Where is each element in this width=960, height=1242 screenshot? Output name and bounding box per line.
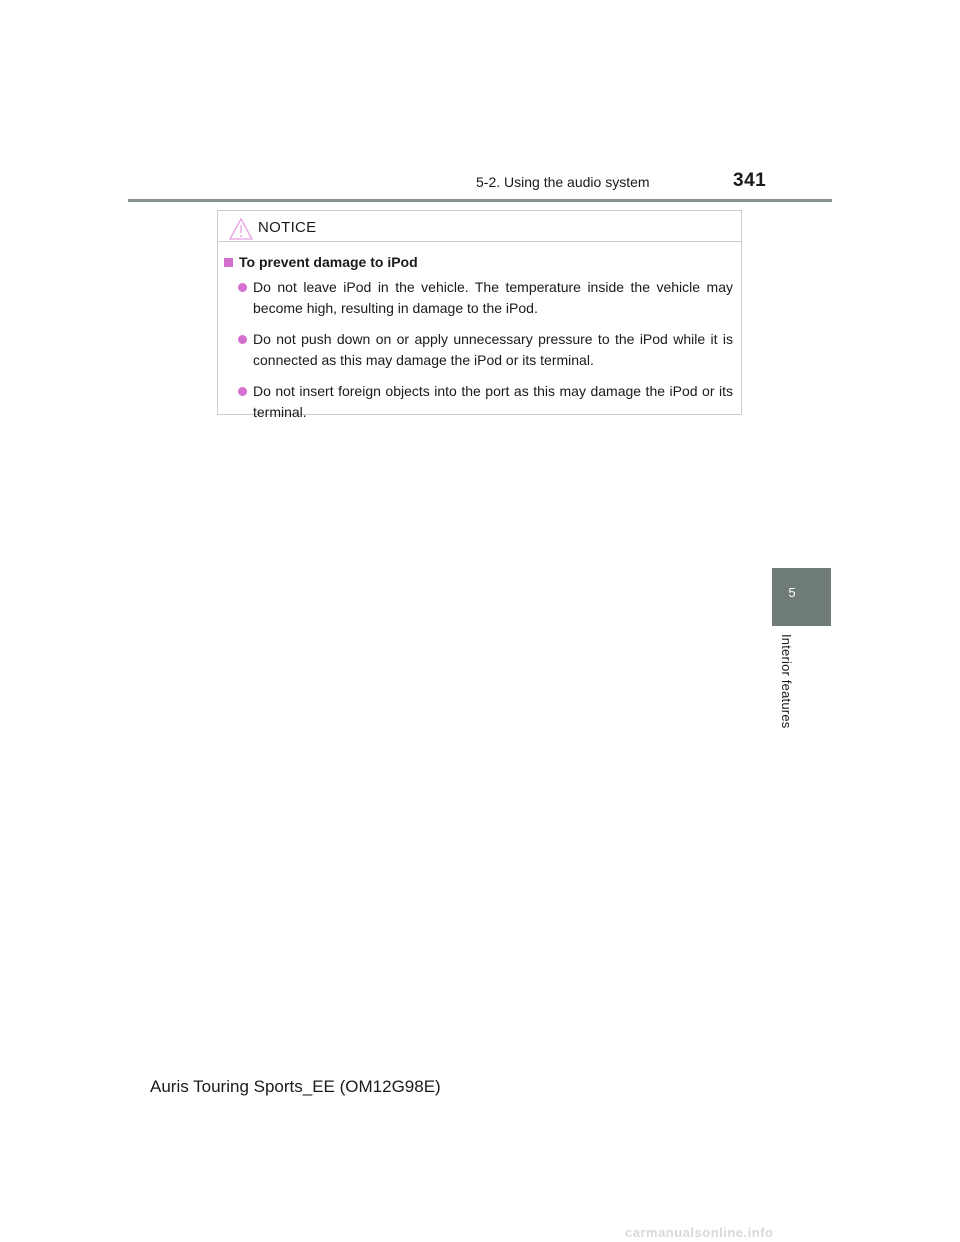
bullet-dot-icon: [238, 387, 247, 396]
chapter-number: 5: [788, 585, 796, 600]
notice-box: [217, 210, 742, 420]
notice-title: NOTICE: [258, 219, 317, 236]
notice-subheading-text: To prevent damage to iPod: [239, 254, 418, 270]
notice-header: [218, 211, 741, 242]
notice-item-text: Do not push down on or apply unnecessary pressure to the iPod while it is connected as this may damage the iPod or its terminal.: [253, 331, 733, 368]
header-divider: [128, 199, 832, 202]
notice-item-text: Do not insert foreign objects into the port as this may damage the iPod or its terminal.: [253, 383, 733, 420]
notice-subheading: [224, 254, 733, 270]
notice-item: [224, 277, 733, 319]
notice-item: [224, 381, 733, 423]
section-header: 5-2. Using the audio system: [476, 174, 650, 190]
warning-triangle-icon: [229, 218, 253, 240]
footer-model: Auris Touring Sports_EE (OM12G98E): [150, 1077, 441, 1096]
bullet-dot-icon: [238, 283, 247, 292]
chapter-label: Interior features: [779, 634, 794, 729]
watermark: carmanualsonline.info: [625, 1225, 774, 1240]
square-bullet-icon: [224, 258, 233, 267]
notice-item-text: Do not leave iPod in the vehicle. The temperature inside the vehicle may become high, resulting in damage to the iPod.: [253, 279, 733, 316]
page-number: 341: [733, 170, 767, 191]
bullet-dot-icon: [238, 335, 247, 344]
notice-item: [224, 329, 733, 371]
notice-body: [218, 242, 741, 423]
